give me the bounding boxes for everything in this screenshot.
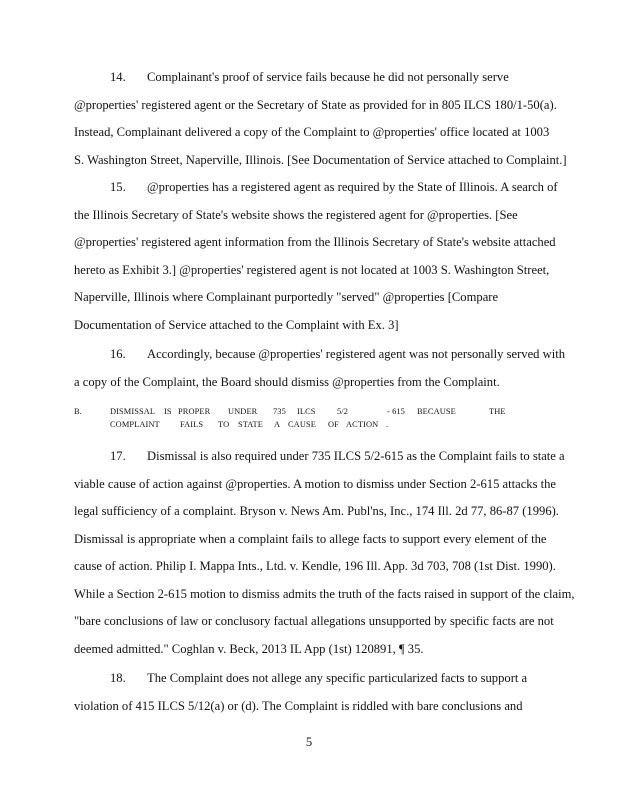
- paragraph-line: the Illinois Secretary of State's website shows the registered agent for @properties. [See: [74, 207, 518, 222]
- paragraph-line: violation of 415 ILCS 5/12(a) or (d). The Complaint is riddled with bare conclusions and: [74, 698, 523, 713]
- heading-word: 5/2: [337, 407, 349, 416]
- paragraph-text: Dismissal is also required under 735 ILCS 5/2-615 as the Complaint fails to state a: [147, 449, 565, 463]
- paragraph-number: 16.: [110, 347, 126, 361]
- heading-word: CAUSE: [288, 420, 316, 429]
- heading-word: .: [386, 420, 389, 429]
- paragraph-number: 17.: [110, 449, 126, 463]
- paragraph-15: [74, 174, 594, 339]
- paragraph-text: The Complaint does not allege any specific particularized facts to support a: [147, 671, 528, 685]
- page-number: 5: [305, 735, 313, 749]
- paragraph-line: [74, 174, 594, 202]
- heading-word: FAILS: [180, 420, 204, 429]
- paragraph-line: deemed admitted." Coghlan v. Beck, 2013 IL App (1st) 120891, ¶ 35.: [74, 641, 424, 656]
- paragraph-text: Complainant's proof of service fails because he did not personally serve: [147, 70, 509, 84]
- paragraph-number: 14.: [110, 70, 126, 84]
- paragraph-line: [74, 341, 594, 369]
- paragraph-16: [74, 341, 594, 396]
- paragraph-text: @properties has a registered agent as required by the State of Illinois. A search of: [147, 180, 558, 194]
- heading-word: 735: [273, 407, 286, 416]
- heading-word: TO: [218, 420, 230, 429]
- paragraph-number: 15.: [110, 180, 126, 194]
- paragraph-line: Instead, Complainant delivered a copy of the Complaint to @properties' office located at 1003: [74, 125, 550, 139]
- paragraph-line: While a Section 2-615 motion to dismiss admits the truth of the facts raised in support of the claim,: [74, 586, 575, 601]
- heading-word: - 615: [387, 407, 405, 416]
- paragraph-number: 18.: [110, 671, 126, 685]
- paragraph-line: Documentation of Service attached to the Complaint with Ex. 3]: [74, 317, 399, 332]
- paragraph-line: viable cause of action against @properties. A motion to dismiss under Section 2-615 attacks the: [74, 476, 557, 491]
- paragraph-18: [74, 665, 594, 720]
- paragraph-17: [74, 443, 594, 663]
- section-heading-b: [74, 405, 554, 431]
- paragraph-line: Dismissal is appropriate when a complaint fails to allege facts to support every element of the: [74, 531, 547, 546]
- paragraph-line: [74, 443, 594, 471]
- paragraph-line: @properties' registered agent information from the Illinois Secretary of State's website attached: [74, 235, 556, 249]
- heading-row-2: [74, 418, 554, 431]
- paragraph-line: hereto as Exhibit 3.] @properties' registered agent is not located at 1003 S. Washington Street,: [74, 262, 550, 277]
- paragraph-text: Accordingly, because @properties' registered agent was not personally served with: [147, 347, 566, 361]
- paragraph-line: legal sufficiency of a complaint. Bryson v. News Am. Publ'ns, Inc., 174 Ill. 2d 77, 86-87 (1996).: [74, 504, 559, 518]
- paragraph-line: @properties' registered agent or the Secretary of State as provided for in 805 ILCS 180/1-50(a).: [74, 97, 557, 112]
- paragraph-line: Naperville, Illinois where Complainant purportedly "served" @properties [Compare: [74, 290, 499, 304]
- heading-word: THE: [489, 407, 506, 416]
- heading-letter: B.: [74, 407, 82, 416]
- heading-word: DISMISSAL: [110, 407, 156, 416]
- heading-row-1: [74, 405, 554, 418]
- paragraph-line: "bare conclusions of law or conclusory factual allegations unsupported by specific facts are not: [74, 614, 554, 628]
- heading-word: ILCS: [297, 407, 316, 416]
- paragraph-line: [74, 665, 594, 693]
- heading-word: IS: [164, 407, 172, 416]
- paragraph-line: a copy of the Complaint, the Board should dismiss @properties from the Complaint.: [74, 374, 500, 389]
- heading-word: BECAUSE: [417, 407, 456, 416]
- heading-word: ACTION: [346, 420, 379, 429]
- heading-word: A: [274, 420, 281, 429]
- paragraph-line: S. Washington Street, Naperville, Illinois. [See Documentation of Service attached to Complaint.]: [74, 152, 567, 167]
- heading-word: PROPER: [178, 407, 211, 416]
- heading-word: COMPLAINT: [110, 420, 160, 429]
- heading-word: STATE: [238, 420, 263, 429]
- paragraph-line: cause of action. Philip I. Mappa Ints., Ltd. v. Kendle, 196 Ill. App. 3d 703, 708 (1st Dist. 1990).: [74, 559, 556, 573]
- heading-word: OF: [328, 420, 339, 429]
- heading-word: UNDER: [228, 407, 258, 416]
- paragraph-line: [74, 64, 594, 92]
- paragraph-14: [74, 64, 594, 174]
